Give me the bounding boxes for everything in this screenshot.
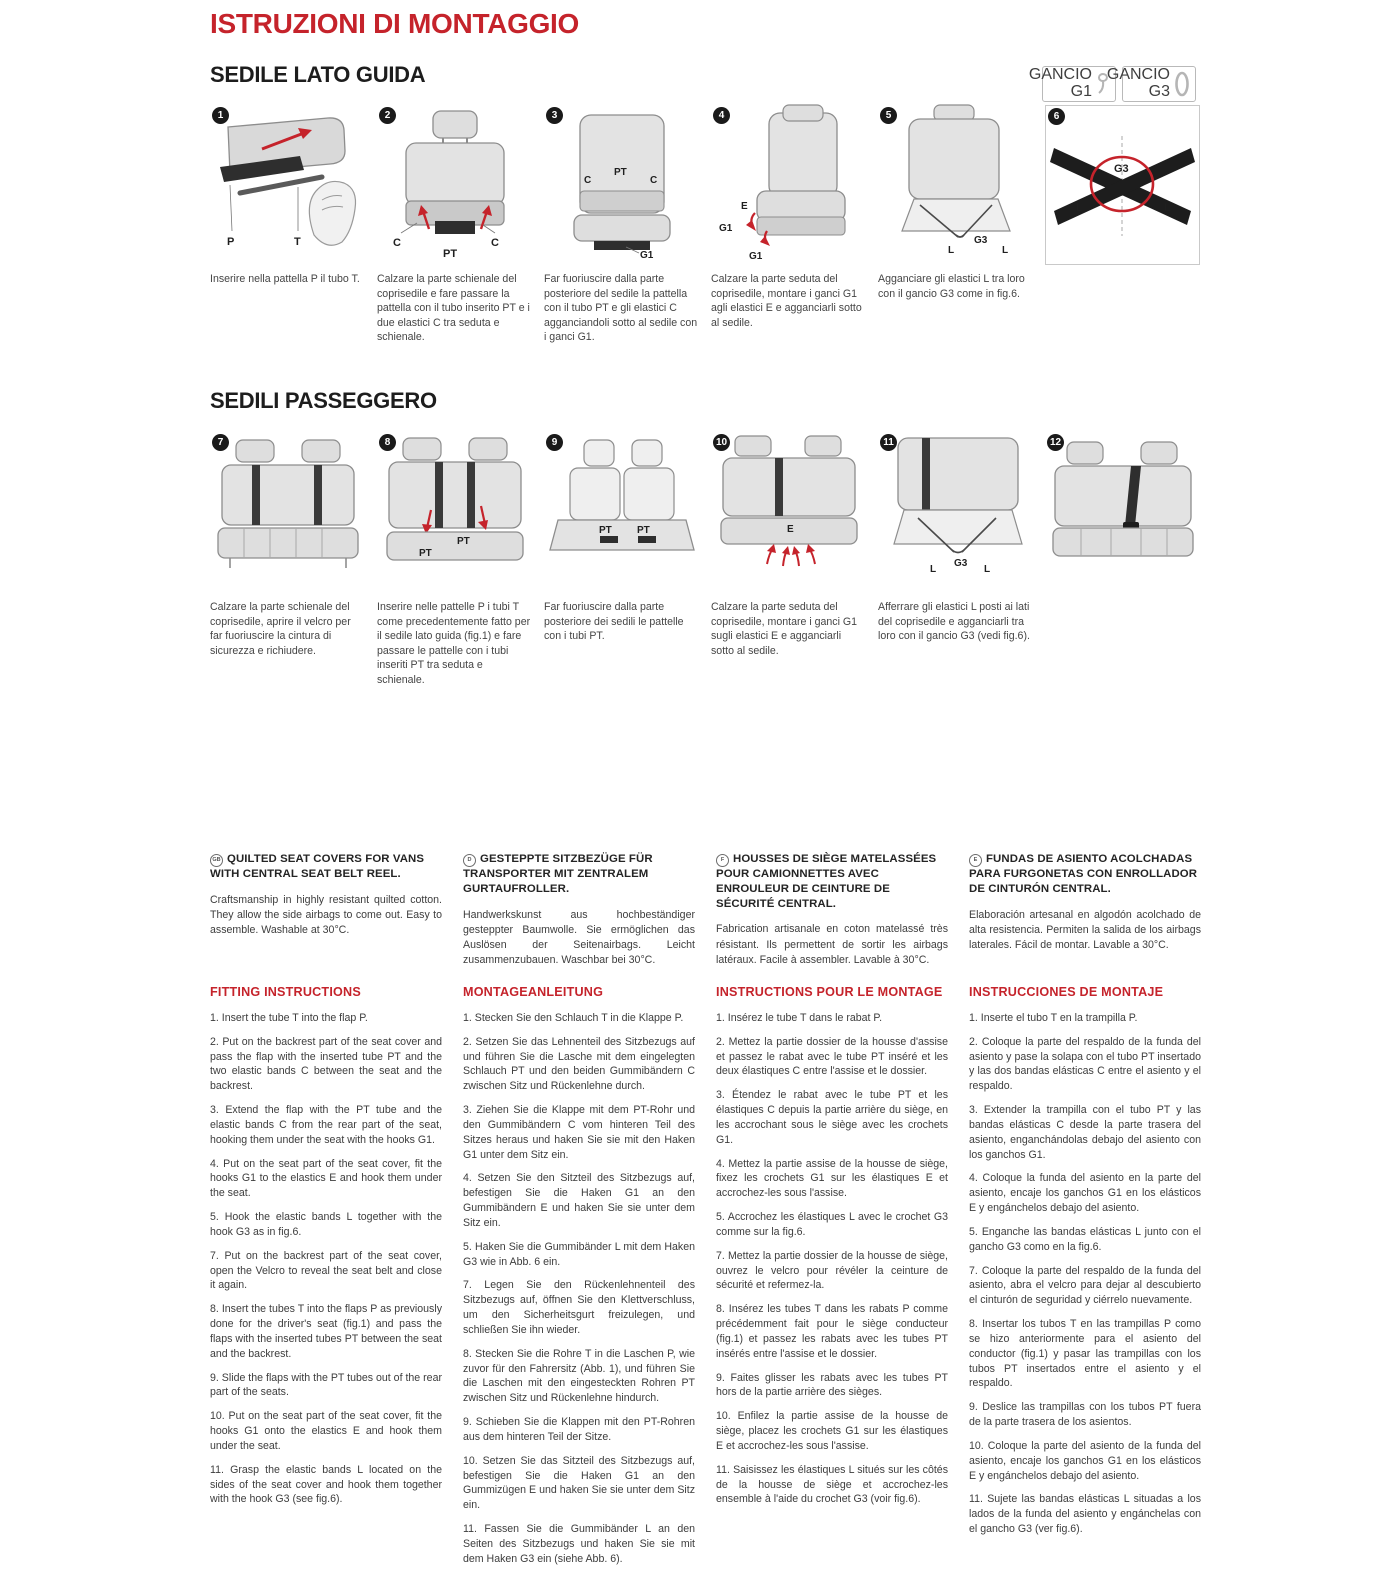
figure-11-label-l1: L xyxy=(930,564,937,575)
figure-1-label-t: T xyxy=(294,236,301,248)
figure-6-label-l1: L xyxy=(1076,202,1083,214)
instruction-step: 3. Ziehen Sie die Klappe mit dem PT-Rohr und den Gummibändern C vom hinteren Teil des Sitzes heraus und haken Sie sie mit den Haken G1 unter dem Sitz ein. xyxy=(463,1104,695,1161)
figure-7 xyxy=(210,432,365,592)
figure-10 xyxy=(711,432,866,592)
instruction-step: 10. Put on the seat part of the seat cover, fit the hooks G1 onto the elastics E and hook them under the seat. xyxy=(210,1410,442,1452)
figure-4 xyxy=(711,105,866,265)
instruction-step: 5. Hook the elastic bands L together with the hook G3 as in fig.6. xyxy=(210,1211,442,1238)
instructions-french-title: INSTRUCTIONS POUR LE MONTAGE xyxy=(716,985,943,999)
intro-block-f xyxy=(716,852,948,968)
instruction-step: 8. Stecken Sie die Rohre T in die Laschen P, wie zuvor für den Fahrersitz (Abb. 1), und führen Sie die Laschen mit den eingesteckten Rohren PT zwischen Sitz und Rückenlehne hindurch. xyxy=(463,1347,695,1405)
intro-e-body: Elaboración artesanal en algodón acolchado de alta resistencia. Permiten la salida de los airbags laterales. Fácil de montar. Lavable a 30°C. xyxy=(969,908,1201,951)
lang-f-icon: F xyxy=(716,854,729,867)
instruction-step: 3. Étendez le rabat avec le tube PT et les élastiques C depuis la partie arrière du siège, en les accrochant sous le siège avec les crochets G1. xyxy=(716,1089,948,1146)
figure-11 xyxy=(878,432,1033,592)
page-title: ISTRUZIONI DI MONTAGGIO xyxy=(210,8,580,39)
intro-e-title: FUNDAS DE ASIENTO ACOLCHADAS PARA FURGONETAS CON ENROLLADOR DE CINTURÓN CENTRAL. xyxy=(969,853,1198,895)
instruction-step: 7. Mettez la partie dossier de la housse de siège, ouvrez le velcro pour révéler la ceinture de sécurité et refermez-la. xyxy=(716,1249,948,1292)
instruction-step: 5. Accrochez les élastiques L avec le crochet G3 comme sur la fig.6. xyxy=(716,1211,948,1238)
figure-4-label-g1a: G1 xyxy=(719,223,733,234)
instruction-step: 2. Mettez la partie dossier de la housse d'assise et passez le rabat avec le tube PT inséré et les deux élastiques C entre l'assise et le dossier. xyxy=(716,1035,948,1078)
instructions-french xyxy=(716,985,948,1576)
lang-d-icon: D xyxy=(463,854,476,867)
intro-block-e xyxy=(969,852,1201,968)
driver-figures-row xyxy=(210,105,1200,265)
figure-8-caption: Inserire nelle pattelle P i tubi T come precedentemente fatto per il sedile lato guida (fig.1) e fare passare le pattelle con i tubi inseriti PT tra seduta e schienale. xyxy=(377,601,531,687)
instruction-step: 1. Insérez le tube T dans le rabat P. xyxy=(716,1012,883,1024)
figure-12 xyxy=(1045,432,1200,592)
figure-3-label-c2: C xyxy=(650,175,658,186)
figure-6-label-g3: G3 xyxy=(1114,163,1129,175)
instruction-step: 2. Setzen Sie das Lehnenteil des Sitzbezugs auf und führen Sie die Lasche mit dem eingelegten Schlauch PT und den beiden Gummibändern C zwischen Sitz und Rückenlehne durch. xyxy=(463,1035,695,1093)
figure-2-caption: Calzare la parte schienale del coprisedile e fare passare la pattella con il tubo inserito PT e i due elastici C tra seduta e schienale. xyxy=(377,273,530,344)
figure-9-label-pt2: PT xyxy=(637,525,650,536)
figure-10-caption: Calzare la parte seduta del coprisedile, montare i ganci G1 sugli elastici E e agganciarli sotto al sedile. xyxy=(711,601,858,657)
instruction-columns-row xyxy=(210,985,1201,1576)
lang-e-icon: E xyxy=(969,854,982,867)
driver-captions-row xyxy=(210,272,1200,345)
instruction-step: 1. Inserte el tubo T en la trampilla P. xyxy=(969,1012,1138,1024)
figure-8 xyxy=(377,432,532,592)
figure-9-label-pt1: PT xyxy=(599,525,612,536)
figure-12-caption xyxy=(1045,600,1200,688)
intro-block-d xyxy=(463,852,695,968)
figure-7-illustration xyxy=(210,432,365,592)
hook-g1-name: GANCIO xyxy=(1028,66,1092,84)
hook-legend-g3 xyxy=(1106,66,1196,102)
figure-1 xyxy=(210,105,365,265)
instruction-step: 11. Grasp the elastic bands L located on the sides of the seat cover and hook them together with the hook G3 (see fig.6). xyxy=(210,1463,442,1506)
figure-8-illustration xyxy=(377,432,532,592)
instruction-step: 5. Haken Sie die Gummibänder L mit dem Haken G3 wie in Abb. 6 ein. xyxy=(463,1240,695,1268)
instruction-step: 10. Enfilez la partie assise de la housse de siège, placez les crochets G1 sur les élastiques E et accrochez-les sous l'assise. xyxy=(716,1410,948,1452)
figure-2-label-c2: C xyxy=(491,237,499,249)
figure-4-label-g1b: G1 xyxy=(749,251,763,262)
figure-5-caption: Agganciare gli elastici L tra loro con il gancio G3 come in fig.6. xyxy=(878,273,1025,300)
section-driver-title: SEDILE LATO GUIDA xyxy=(210,62,426,87)
instructions-spanish-steps xyxy=(969,1011,1201,1537)
instruction-step: 10. Setzen Sie das Sitzteil des Sitzbezugs auf, befestigen Sie die Haken G1 an den Gummizügen E und haken Sie sie unter dem Sitz ein. xyxy=(463,1454,695,1512)
figure-8-label-pt1: PT xyxy=(419,548,432,559)
figure-number-badge: 5 xyxy=(880,107,897,124)
instruction-step: 4. Setzen Sie den Sitzteil des Sitzbezugs auf, befestigen Sie die Haken G1 an den Gummibändern E und haken Sie sie unter dem Sitz ein. xyxy=(463,1172,695,1229)
figure-1-illustration xyxy=(210,105,365,265)
figure-number-badge: 2 xyxy=(379,107,396,124)
instruction-step: 5. Enganche las bandas elásticas L junto con el gancho G3 como en la fig.6. xyxy=(969,1225,1201,1253)
figure-number-badge: 10 xyxy=(713,434,730,451)
figure-number-badge: 11 xyxy=(880,434,897,451)
instruction-step: 2. Coloque la parte del respaldo de la funda del asiento y pase la solapa con el tubo PT insertado y las dos bandas elásticas C entre el asiento y el respaldo. xyxy=(969,1035,1201,1093)
figure-6-label-l2: L xyxy=(1164,202,1171,214)
instruction-step: 2. Put on the backrest part of the seat cover and pass the flap with the inserted tube PT and the two elastic bands C between the seat and the backrest. xyxy=(210,1035,442,1093)
instructions-spanish-title: INSTRUCCIONES DE MONTAJE xyxy=(969,985,1164,999)
figure-11-label-g3: G3 xyxy=(954,558,968,569)
figure-number-badge: 1 xyxy=(212,107,229,124)
figure-1-caption: Inserire nella pattella P il tubo T. xyxy=(210,273,360,285)
figure-8-label-pt2: PT xyxy=(457,536,470,547)
instruction-step: 9. Schieben Sie die Klappen mit den PT-Rohren aus dem hinteren Teil der Sitze. xyxy=(463,1416,695,1443)
instruction-step: 7. Coloque la parte del respaldo de la funda del asiento, abra el velcro para dejar al descubierto el cinturón de seguridad y ciérrelo nuevamente. xyxy=(969,1264,1201,1307)
ring-hook-icon xyxy=(1174,70,1190,98)
passenger-captions-row xyxy=(210,600,1200,688)
instruction-step: 9. Faites glisser les rabats avec les tubes PT hors de la partie arrière des sièges. xyxy=(716,1371,948,1399)
lang-gb-icon: GB xyxy=(210,854,223,867)
figure-6 xyxy=(1045,105,1200,265)
hook-legend-g1 xyxy=(1028,66,1116,102)
intro-block-gb xyxy=(210,852,442,968)
figure-number-badge: 6 xyxy=(1048,108,1065,125)
instruction-step: 4. Mettez la partie assise de la housse de siège, fixez les crochets G1 sur les élastiques E et accrochez-les sous l'assise. xyxy=(716,1157,948,1200)
figure-7-caption: Calzare la parte schienale del coprisedile, aprire il velcro per far fuoriuscire la cintura di sicurezza e richiudere. xyxy=(210,601,351,657)
instruction-step: 4. Put on the seat part of the seat cover, fit the hooks G1 to the elastics E and hook them under the seat. xyxy=(210,1157,442,1200)
figure-2 xyxy=(377,105,532,265)
instruction-step: 11. Sujete las bandas elásticas L situadas a los lados de la funda del asiento y engánchelas con el gancho G3 (ver fig.6). xyxy=(969,1493,1201,1536)
intro-gb-title: QUILTED SEAT COVERS FOR VANS WITH CENTRAL SEAT BELT REEL. xyxy=(210,853,425,880)
instruction-step: 4. Coloque la funda del asiento en la parte del asiento, encaje los ganchos G1 en los elásticos E y engánchelos debajo del asiento. xyxy=(969,1172,1201,1215)
figure-3 xyxy=(544,105,699,265)
section-passenger-title: SEDILI PASSEGGERO xyxy=(210,388,437,413)
instructions-german-title: MONTAGEANLEITUNG xyxy=(463,985,604,999)
figure-5-label-l1: L xyxy=(948,245,955,256)
instructions-english-title: FITTING INSTRUCTIONS xyxy=(210,985,361,999)
figure-10-label-e: E xyxy=(787,524,794,535)
figure-9-caption: Far fuoriuscire dalla parte posteriore dei sedili le pattelle con i tubi PT. xyxy=(544,601,684,643)
instruction-step: 11. Fassen Sie die Gummibänder L an den Seiten des Sitzbezugs und haken Sie sie mit dem Haken G3 ein (siehe Abb. 6). xyxy=(463,1523,695,1565)
instruction-step: 10. Coloque la parte del asiento de la funda del asiento, encaje los ganchos G1 en los elásticos E y engánchelos debajo del asiento. xyxy=(969,1439,1201,1482)
instruction-step: 8. Insérez les tubes T dans les rabats P comme précédemment fait pour le siège conducteur (fig.1) et passez les rabats avec les tubes PT insérés entre l'assise et le dossier. xyxy=(716,1303,948,1360)
intro-d-body: Handwerkskunst aus hochbeständiger gesteppter Baumwolle. Sie ermöglichen das Auslösen der Seitenairbags. Leicht zusammenzubauen. Waschbar bei 30°C. xyxy=(463,908,695,966)
figure-number-badge: 8 xyxy=(379,434,396,451)
figure-3-illustration xyxy=(544,105,699,265)
figure-number-badge: 9 xyxy=(546,434,563,451)
figure-4-caption: Calzare la parte seduta del coprisedile, montare i ganci G1 agli elastici E e agganciarli sotto al sedile. xyxy=(711,273,862,329)
instruction-step: 3. Extend the flap with the PT tube and the elastic bands C from the rear part of the seat, hooking them under the seat with the hooks G1. xyxy=(210,1104,442,1146)
instruction-step: 7. Put on the backrest part of the seat cover, open the Velcro to reveal the seat belt and close it again. xyxy=(210,1249,442,1292)
figure-2-label-c1: C xyxy=(393,237,401,249)
figure-11-caption: Afferrare gli elastici L posti ai lati del coprisedile e agganciarli tra loro con il gancio G3 (vedi fig.6). xyxy=(878,601,1030,643)
figure-number-badge: 12 xyxy=(1047,434,1064,451)
instruction-step: 11. Saisissez les élastiques L situés sur les côtés de la housse de siège et accrochez-les ensemble à l'aide du crochet G3 (voir fig.6). xyxy=(716,1463,948,1506)
figure-5-label-g3: G3 xyxy=(974,235,988,246)
figure-5-illustration xyxy=(878,105,1033,265)
figure-number-badge: 4 xyxy=(713,107,730,124)
figure-6-caption xyxy=(1045,272,1200,345)
instructions-spanish xyxy=(969,985,1201,1576)
instruction-step: 9. Slide the flaps with the PT tubes out of the rear part of the seats. xyxy=(210,1371,442,1399)
instruction-step: 1. Insert the tube T into the flap P. xyxy=(210,1012,368,1024)
instructions-german-steps xyxy=(463,1011,695,1567)
hook-g1-code: G1 xyxy=(1070,83,1092,100)
figure-3-label-g1: G1 xyxy=(640,250,654,261)
figure-number-badge: 7 xyxy=(212,434,229,451)
instruction-step: 1. Stecken Sie den Schlauch T in die Klappe P. xyxy=(463,1012,684,1024)
figure-10-illustration xyxy=(711,432,866,592)
figure-3-label-pt: PT xyxy=(614,167,627,178)
instructions-german xyxy=(463,985,695,1576)
figure-11-label-l2: L xyxy=(984,564,991,575)
instruction-step: 7. Legen Sie den Rückenlehnenteil des Sitzbezugs auf, öffnen Sie den Klettverschluss, um den Sicherheitsgurt freizulegen, und schließen Sie ihn wieder. xyxy=(463,1279,695,1336)
instructions-english xyxy=(210,985,442,1576)
intro-f-body: Fabrication artisanale en coton matelassé très résistant. Ils permettent de sortir les airbags latéraux. Facile à assembler. Lavable à 30°C. xyxy=(716,923,948,966)
intro-f-title: HOUSSES DE SIÈGE MATELASSÉES POUR CAMIONNETTES AVEC ENROULEUR DE CEINTURE DE SÉCURITÉ CENTRAL. xyxy=(716,853,937,910)
figure-11-illustration xyxy=(878,432,1033,592)
intro-blocks-row xyxy=(210,852,1201,968)
figure-3-label-c1: C xyxy=(584,175,592,186)
figure-4-illustration xyxy=(711,105,866,265)
instruction-step: 8. Insertar los tubos T en las trampillas P como se hizo anteriormente para el asiento del conductor (fig.1) y pasar las trampillas con los tubos PT insertados entre el asiento y el respaldo. xyxy=(969,1318,1201,1390)
figure-9 xyxy=(544,432,699,592)
figure-5-label-l2: L xyxy=(1002,245,1009,256)
passenger-figures-row xyxy=(210,432,1200,592)
figure-6-illustration xyxy=(1046,106,1199,264)
instruction-step: 9. Deslice las trampillas con los tubos PT fuera de la parte trasera de los asientos. xyxy=(969,1401,1201,1429)
figure-9-illustration xyxy=(544,432,699,592)
figure-3-caption: Far fuoriuscire dalla parte posteriore del sedile la pattella con il tubo PT e gli elastici C agganciandoli sotto al sedile con i ganci G1. xyxy=(544,273,698,344)
instructions-french-steps xyxy=(716,1011,948,1507)
figure-12-illustration xyxy=(1045,432,1200,592)
intro-d-title: GESTEPPTE SITZBEZÜGE FÜR TRANSPORTER MIT ZENTRALEM GURTAUFROLLER. xyxy=(463,853,653,895)
figure-2-label-pt: PT xyxy=(443,248,458,260)
instructions-english-steps xyxy=(210,1011,442,1507)
intro-gb-body: Craftsmanship in highly resistant quilted cotton. They allow the side airbags to come out. Easy to assemble. Washable at 30°C. xyxy=(210,893,442,936)
instruction-step: 8. Insert the tubes T into the flaps P as previously done for the driver's seat (fig.1) and pass the flaps with the inserted tubes PT between the seat and the backrest. xyxy=(210,1303,442,1360)
figure-1-label-p: P xyxy=(227,236,235,248)
hook-g3-name: GANCIO xyxy=(1106,66,1170,84)
figure-5 xyxy=(878,105,1033,265)
figure-4-label-e: E xyxy=(741,201,748,212)
hook-g3-code: G3 xyxy=(1148,83,1170,100)
figure-2-illustration xyxy=(377,105,532,265)
figure-number-badge: 3 xyxy=(546,107,563,124)
instruction-step: 3. Extender la trampilla con el tubo PT y las bandas elásticas C desde la parte trasera del asiento, enganchándolas debajo del asiento con los ganchos G1. xyxy=(969,1104,1201,1161)
